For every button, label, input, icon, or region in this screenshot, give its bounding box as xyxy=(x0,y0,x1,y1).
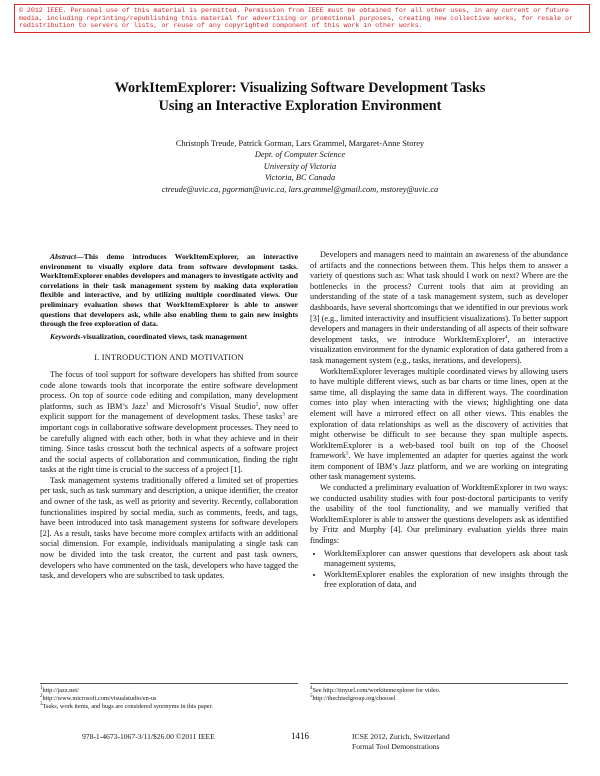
copyright-notice: © 2012 IEEE. Personal use of this material is permitted. Permission from IEEE must be obtained for all other uses, in any current or future media, including reprinting/republishing this material for advertising or promotional purposes, creating new collective works, for resale or redistribution to servers or lists, or reuse of any copyrighted component of this work in other works. xyxy=(14,4,590,33)
footnote: $^5$http://thechiselgroup.org/choosel xyxy=(310,693,396,702)
section-heading: I. INTRODUCTION AND MOTIVATION xyxy=(94,353,244,363)
paper-title xyxy=(40,79,560,115)
footnote: $^2$http://www.microsoft.com/visualstudio/en-us xyxy=(40,693,157,702)
paragraph: The focus of tool support for software developers has shifted from source code alone towards tools that incorporate the entire software development process. On top of source code editing and compilation, many development platforms, such as IBM’s Jazz$^1$ and Microsoft’s Visual Studio$^2$, now offer explicit support for the management of development tasks. These tasks$^3$ are important cogs in collaborative software development processes. They need to be carefully aligned with each other, both in what they achieve and in their timing. Since tasks crosscut both the technical aspects of a software project and the social aspects of collaboration and communication, finding the right tasks at the right time is crucial to the success of a project [1]. xyxy=(40,369,298,475)
conference-track: Formal Tool Demonstrations xyxy=(352,741,440,751)
title-line-1: WorkItemExplorer: Visualizing Software Development Tasks xyxy=(114,80,486,96)
footnote: $^4$See http://tinyurl.com/workitemexplorer for video. xyxy=(310,685,441,694)
left-column xyxy=(40,252,298,582)
list-item: • WorkItemExplorer enables the exploration of new insights through the free exploration of data, and xyxy=(324,570,568,591)
affiliation-city: Victoria, BC Canada xyxy=(264,173,336,183)
conference-location: ICSE 2012, Zurich, Switzerland xyxy=(352,732,450,741)
footnote: $^3$Tasks, work items, and bugs are considered synonyms in this paper. xyxy=(40,701,213,710)
keywords xyxy=(40,332,298,342)
abstract xyxy=(40,252,298,329)
author-emails: ctreude@uvic.ca, pgorman@uvic.ca, lars.grammel@gmail.com, mstorey@uvic.ca xyxy=(161,184,439,194)
affiliation-university: University of Victoria xyxy=(263,161,337,171)
right-column xyxy=(310,250,568,591)
list-item: • WorkItemExplorer can answer questions that developers ask about task management systems, xyxy=(324,549,568,570)
title-line-2: Using an Interactive Exploration Environment xyxy=(158,98,442,114)
author-names: Christoph Treude, Patrick Gorman, Lars Grammel, Margaret-Anne Storey xyxy=(175,139,425,148)
affiliation-dept: Dept. of Computer Science xyxy=(254,150,346,160)
keywords-text: -visualization, coordinated views, task management xyxy=(80,331,248,341)
footnote-link[interactable]: http://thechiselgroup.org/choosel xyxy=(312,695,396,702)
footnotes-right xyxy=(310,683,568,703)
keywords-label: Keywords xyxy=(50,331,81,341)
footer-conference xyxy=(352,732,450,751)
abstract-label: Abstract xyxy=(50,252,77,261)
abstract-text: —This demo introduces WorkItemExplorer, an interactive environment to visually explore data from software development tasks. WorkItemExplorer enables developers and managers to investigate activity and correlations in their task management system by making data exploration flexible and interactive, and by utilizing multiple coordinated views. Our preliminary evaluation shows that WorkItemExplorer is able to answer questions that developers ask, while also enabling them to gain new insights through the free exploration of data. xyxy=(40,252,298,329)
footnote: $^1$http://jazz.net/ xyxy=(40,685,79,694)
footnote-link[interactable]: http://www.microsoft.com/visualstudio/en-us xyxy=(42,695,157,702)
findings-list xyxy=(310,549,568,591)
paragraph: Developers and managers need to maintain an awareness of the abundance of artifacts and the connections between them. This helps them to answer a variety of questions such as: What task should I work on next? Where are the bottlenecks in the process? Current tools that aim at providing an understanding of the state of a task management system, such as developer dashboards, have several shortcomings that we identified in our previous work [3] (e.g., limited interactivity and insufficient visualizations). To better support developers and managers in their understanding of all aspects of their software development tasks, we introduce WorkItemExplorer$^4$, an interactive visualization environment for the dynamic exploration of data gathered from a task management system (e.g., tasks, iterations, and developers). xyxy=(310,250,568,365)
footer-isbn: 978-1-4673-1067-3/11/$26.00 ©2011 IEEE xyxy=(82,732,215,741)
paragraph: We conducted a preliminary evaluation of WorkItemExplorer in two ways: we conducted usability studies with four post-doctoral participants to verify the usability of the tool functionality, and we manually verified that WorkItemExplorer is able to answer the questions developers ask as identified by Fritz and Murphy [4]. Our preliminary evaluation yields three main findings: xyxy=(310,483,568,546)
paragraph: WorkItemExplorer leverages multiple coordinated views by allowing users to have multiple different views, such as bar charts or time lines, open at the same time, all displaying the same data in different ways. The coordination comes into play when interacting with the views; highlighting one data element will have a mirrored effect on all other views. This enables the exploration of data relationships as well as the discovery of activities that might otherwise be difficult to see because they span multiple aspects. WorkItemExplorer is a web-based tool built on top of the Choosel framework$^5$. We have implemented an adapter for queries against the work item component of IBM’s Jazz platform, and we are working on integrating other task management systems. xyxy=(310,366,568,482)
footnotes-left xyxy=(40,683,298,711)
page-number: 1416 xyxy=(291,731,309,741)
footnote-link[interactable]: http://jazz.net/ xyxy=(42,687,79,694)
author-block xyxy=(40,138,560,195)
paragraph: Task management systems traditionally offered a limited set of properties per task, such as task summary and description, a unique identifier, the creator and owner of the task, as well as priority and severity. Recently, collaboration functionalities inspired by social media, such as comments, feeds, and tags, have been introduced into task management systems for software developers [2]. As a result, tasks have become more complex artifacts with an additional social dimension. For example, individuals manipulating a single task can now be divided into the task creator, the current and past task owners, developers who have commented on the task, developers who have tagged the task, and developers who are subscribed to task updates. xyxy=(40,475,298,581)
